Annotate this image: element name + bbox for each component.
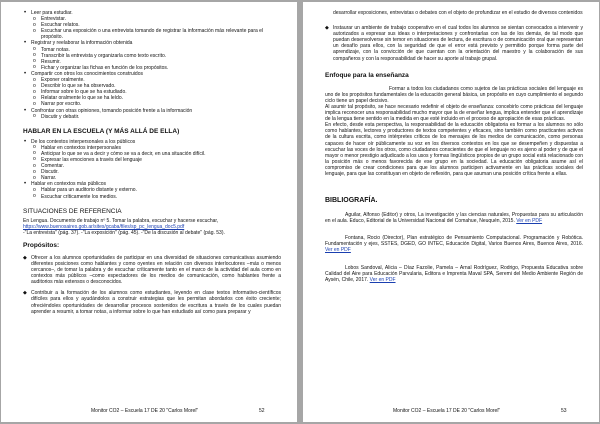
- section-heading-bibliografia: BIBLIOGRAFÍA.: [325, 197, 378, 205]
- study-activity-subitem: o Transcribir la entrevista y organizarla como texto escrito.: [41, 53, 281, 59]
- study-activity-subitem: o Escuchar una exposición o una entrevista tomando de registrar la información más relevante para el propósito.: [41, 28, 281, 40]
- speaking-context-subitem: o Narrar.: [41, 175, 281, 181]
- study-activity-subitem: o Informar sobre lo que se ha estudiado.: [41, 89, 281, 95]
- speaking-context-subitem: o Hablar en contextos interpersonales: [41, 145, 281, 151]
- study-activity-item: [31, 108, 281, 120]
- enfoque-paragraph: En efecto, desde esta perspectiva, la responsabilidad de la educación obligatoria es formar a los alumnos no sólo como hablantes, lectores y productores de textos competentes y eficaces, sino también como practicantes activos de la cultura escrita, como intérpretes críticos de los mensajes de los medios de comunicación, como personas capaces de hacer oír públicamente su voz en los diversos contextos en los que se desempeñen y dispuestas a escuchar las voces de los otros, como ciudadanos conscientes de que el lenguaje no es ajeno al poder y de que el mayor o menor prestigio adjudicado a los usos y formas lingüísticos propios de un grupo social está relacionado con la posición más o menos favorecida de ese grupo en la sociedad. La educación obligatoria asume así el compromiso de crear condiciones para que los alumnos participen activamente en las prácticas sociales del lenguaje, para que las constituyan en objeto de reflexión, para que asuman una posición crítica frente a ellas.: [325, 122, 583, 177]
- study-activity-sublist: [31, 114, 281, 120]
- study-activity-subitem: o Resumir.: [41, 59, 281, 65]
- study-activity-label: Confrontar con otras opiniones, tomando posición frente a la información: [31, 107, 193, 114]
- enfoque-text: [325, 86, 583, 177]
- bibliography-entry: [325, 265, 583, 283]
- study-activity-item: [31, 71, 281, 108]
- speaking-context-subitem: o Anticipar lo que se va a decir y cómo se va a decir, en una situación difícil.: [41, 151, 281, 157]
- bibliography-text: Fontana, Rocio (Director), Plan estratégico de Pensamiento Computacional. Programación y Robótica. Fundamentación y ejes, SSTES, DGED, GO INTEC, Educación Digital, Varios Buenos Aires, Buenos Aires, 2016.: [325, 235, 583, 248]
- page-number: 52: [259, 407, 265, 414]
- speaking-context-subitem: o Comentar.: [41, 163, 281, 169]
- bibliography-text: Aguilar, Alfonso (Editor) y otros, La investigación y las ciencias naturales, Propuestas para su articulación en el aula. Educo, Editorial de la Universidad Nacional del Comahue, Neuquén, 2015.: [325, 212, 583, 225]
- study-activity-sublist: [31, 77, 281, 107]
- page-footer: Monitor CO2 – Escuela 17 DE 20 "Carlos Morel": [393, 407, 501, 414]
- purpose-item: ◆ Ofrecer a los alumnos oportunidades de participar en una diversidad de situaciones comunicativas asumiendo diferentes posiciones como hablantes y como oyentes en relación con diversos interlocutores –más o menos cercanos–, de tomar la palabra y de escuchar críticamente tanto en el marco de la actividad del aula como en contextos más públicos –como espectadores de los medios de comunicación, como hablantes frente a auditorios más extensos o desconocidos.: [31, 255, 281, 285]
- study-activity-subitem: o Fichar y organizar las fichas en función de los propósitos.: [41, 65, 281, 71]
- view-pdf-link[interactable]: Ver en PDF: [325, 247, 351, 254]
- study-activity-subitem: o Tomar notas.: [41, 47, 281, 53]
- section-heading-propositos: Propósitos:: [23, 241, 60, 249]
- study-activity-subitem: o Discutir y debatir.: [41, 114, 281, 120]
- study-activity-subitem: o Entrevistar.: [41, 16, 281, 22]
- speaking-context-label: Hablar en contextos más públicos: [31, 181, 107, 188]
- reference-text: En Lengua. Documento de trabajo nº 5. Tomar la palabra, escuchar y hacerse escuchar,: [23, 217, 219, 224]
- page-number: 53: [561, 407, 567, 414]
- right-column: [325, 10, 583, 294]
- study-activity-item: [31, 10, 281, 40]
- view-pdf-link[interactable]: Ver en PDF: [369, 276, 396, 283]
- page-53: [303, 2, 599, 422]
- speaking-contexts-list: [23, 139, 281, 200]
- speaking-context-subitem: o Expresar las emociones a través del lenguaje: [41, 157, 281, 163]
- purposes-list: [23, 255, 281, 315]
- study-activity-subitem: o Escuchar relatos.: [41, 22, 281, 28]
- study-activity-label: Registrar y reelaborar la información obtenida: [31, 40, 133, 47]
- section-heading-situaciones: SITUACIONES DE REFERENCIA: [23, 207, 122, 215]
- bibliography-text: Lobos Sandoval, Alicia – Díaz Fazolie, Pamela – Arnal Rodríguez, Rodrigo, Propuesta Educativa sobre Calidad del Aire para Educación Parvularia, Editora e Imprenta Maval SPA, Seremi del Medio Ambiente Región de Aysén, Chile, 2017.: [325, 264, 583, 283]
- continued-purpose-text: desarrollar exposiciones, entrevistas o debates con el objeto de profundizar en el estudio de diversos contenidos: [333, 10, 583, 16]
- page-footer: Monitor CO2 – Escuela 17 DE 20 "Carlos Morel": [91, 407, 199, 414]
- view-pdf-link[interactable]: Ver en PDF: [516, 218, 543, 225]
- study-activity-item: [31, 40, 281, 70]
- section-heading-enfoque: Enfoque para la enseñanza: [325, 71, 409, 79]
- study-activity-subitem: o Narrar por escrito.: [41, 101, 281, 107]
- study-activities-list: [23, 10, 281, 120]
- speaking-context-label: De los contextos interpersonales a los públicos: [31, 138, 136, 145]
- study-activity-subitem: o Describir lo que se ha observado.: [41, 83, 281, 89]
- speaking-context-item: [31, 181, 281, 199]
- study-activity-subitem: o Exponer oralmente.: [41, 77, 281, 83]
- purpose-item: ◆ Instaurar un ambiente de trabajo cooperativo en el cual todos los alumnos se sientan convocados a intervenir y autorizados a expresar sus ideas o interpretaciones y confrontarlas con las de los demás, de tal modo que puedan desenvolverse sin temor en situaciones de lectura, de escritura o de comunicación oral que representan un desafío para ellos, con la seguridad de que el error está previsto y permitido porque forma parte del aprendizaje, con la convicción de que cuentan con la orientación del maestro y la colaboración de sus compañeros y con la responsabilidad de hacer su aporte al trabajo grupal.: [333, 25, 583, 62]
- study-activity-subitem: o Relatar oralmente lo que se ha leído.: [41, 95, 281, 101]
- study-activity-sublist: [31, 16, 281, 40]
- section-heading-hablar: HABLAR EN LA ESCUELA (Y MÁS ALLÁ DE ELLA): [23, 127, 180, 135]
- bibliography-entry: [325, 235, 583, 253]
- bibliography-entry: [325, 212, 583, 224]
- reference-link[interactable]: https://www.buenosaires.gob.ar/sites/gcaba/files/sp_pc_lengua_doc5.pdf: [23, 223, 185, 230]
- speaking-context-subitem: o Hablar para un auditorio distante y externo.: [41, 187, 281, 193]
- left-column: [23, 10, 281, 320]
- purpose-item: ◆ Contribuir a la formación de los alumnos como estudiantes, leyendo en clase textos informativo-científicos difíciles para ellos y ayudándolos a construir estrategias que les permitan abordarlos con éxito creciente; ofreciéndoles oportunidades de desarrollar procesos sostenidos de escritura a través de los cuales puedan aprender a resumir, a tomar notas, a informar sobre lo que han estudiado así como para preparar y: [31, 290, 281, 314]
- study-activity-sublist: [31, 47, 281, 71]
- study-activity-label: Leer para estudiar.: [31, 10, 73, 16]
- speaking-context-sublist: [31, 187, 281, 199]
- speaking-context-item: [31, 139, 281, 182]
- speaking-context-subitem: o Escuchar críticamente los medios.: [41, 194, 281, 200]
- speaking-context-subitem: o Discutir.: [41, 169, 281, 175]
- reference-pages: -"La entrevista" (pág. 37). -"La exposición" (pág. 45). -"De la discusión al debate" (pág. 53).: [23, 229, 225, 236]
- speaking-context-sublist: [31, 145, 281, 182]
- bibliography-list: [325, 212, 583, 283]
- enfoque-paragraph: Al asumir tal propósito, se hace necesario redefinir el objeto de enseñanza: concebirlo como prácticas del lenguaje implica reconocer una responsabilidad mucho mayor que la de enseñar lengua, implica entender que el aprendizaje de la lengua tiene sentido en la medida en que esté incluido en el proceso de apropiación de esas prácticas.: [325, 103, 583, 123]
- page-52: [1, 2, 297, 422]
- purposes-list-continued: [325, 25, 583, 62]
- enfoque-paragraph: Formar a todos los ciudadanos como sujetos de las prácticas sociales del lenguaje es uno de los propósitos fundamentales de la educación general básica, un propósito en cuyo cumplimiento el segundo ciclo tiene un papel decisivo.: [325, 85, 583, 104]
- study-activity-label: Compartir con otros los conocimientos construidos: [31, 70, 143, 77]
